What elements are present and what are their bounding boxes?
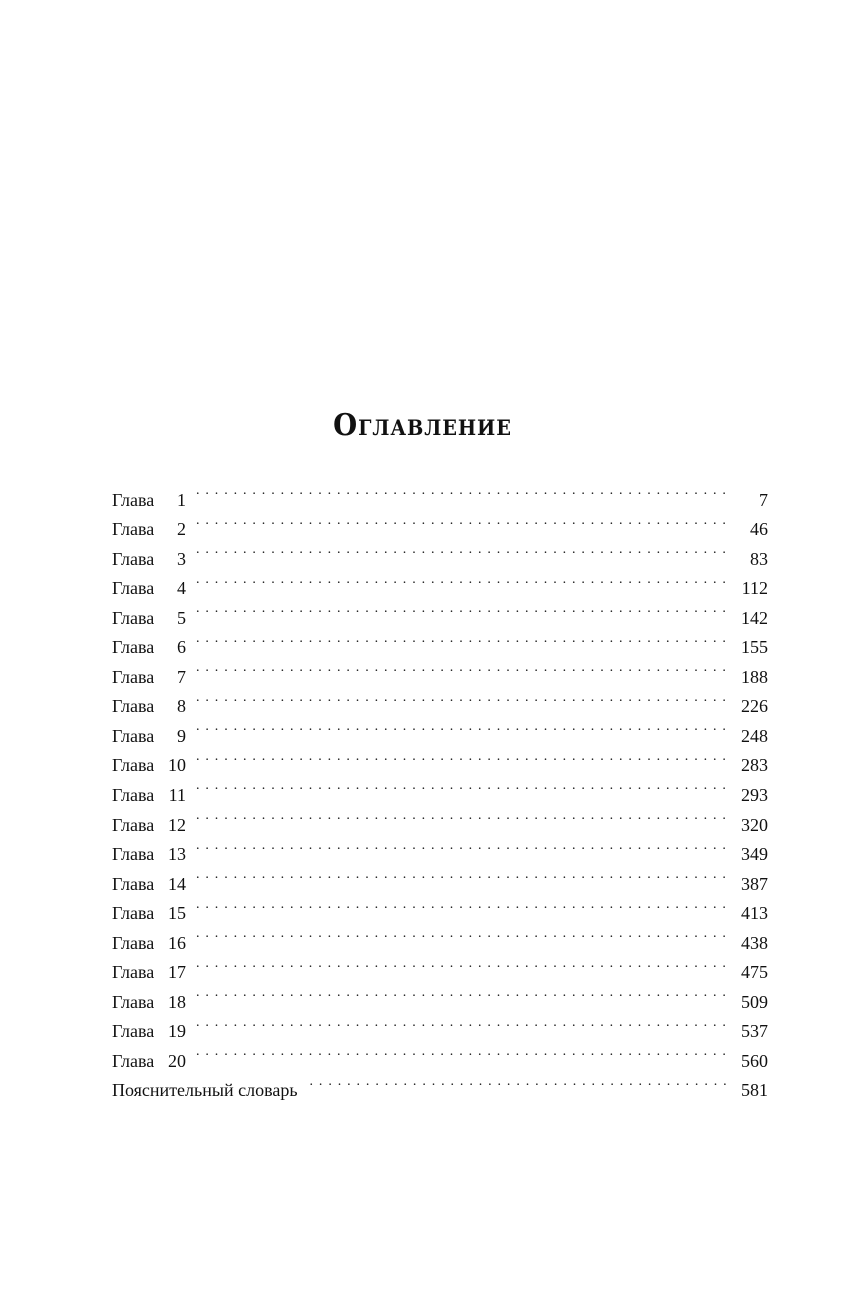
toc-entry-15[interactable] <box>112 890 768 924</box>
dot-leader <box>196 476 732 506</box>
toc-entry-12[interactable] <box>112 801 768 835</box>
page-number: 349 <box>732 840 768 870</box>
dot-leader <box>310 1067 732 1097</box>
dot-leader <box>196 712 732 742</box>
chapter-label: Глава <box>112 755 155 776</box>
dot-leader <box>196 949 732 979</box>
page-number: 320 <box>732 811 768 841</box>
chapter-label: Глава <box>112 666 155 687</box>
toc-entry-1[interactable] <box>112 476 768 510</box>
chapter-number: 7 <box>177 666 186 687</box>
chapter-number: 13 <box>168 844 186 865</box>
chapter-label: Глава <box>112 548 155 569</box>
dot-leader <box>196 683 732 713</box>
dot-leader <box>196 1008 732 1038</box>
dot-leader <box>196 506 732 536</box>
dot-leader <box>196 831 732 861</box>
chapter-number: 16 <box>168 932 186 953</box>
dot-leader <box>196 653 732 683</box>
chapter-number: 11 <box>168 785 186 806</box>
toc-entry-2[interactable] <box>112 506 768 540</box>
page-number: 475 <box>732 958 768 988</box>
chapter-label: Глава <box>112 873 155 894</box>
chapter-number: 10 <box>168 755 186 776</box>
toc-entry-18[interactable] <box>112 978 768 1012</box>
chapter-label: Глава <box>112 489 155 510</box>
page-number: 7 <box>732 486 768 516</box>
page-number: 537 <box>732 1017 768 1047</box>
dot-leader <box>196 565 732 595</box>
chapter-number: 14 <box>168 873 186 894</box>
page-number: 248 <box>732 722 768 752</box>
page-number: 413 <box>732 899 768 929</box>
toc-entry-10[interactable] <box>112 742 768 776</box>
chapter-label: Глава <box>112 1050 155 1071</box>
chapter-label: Глава <box>112 903 155 924</box>
toc-entry-17[interactable] <box>112 949 768 983</box>
page-number: 283 <box>732 751 768 781</box>
chapter-number: 15 <box>168 903 186 924</box>
chapter-label: Глава <box>112 696 155 717</box>
chapter-label: Глава <box>112 844 155 865</box>
page-number: 387 <box>732 870 768 900</box>
toc-entry-19[interactable] <box>112 1008 768 1042</box>
chapter-label: Глава <box>112 991 155 1012</box>
dot-leader <box>196 624 732 654</box>
dot-leader <box>196 1037 732 1067</box>
toc-entry-9[interactable] <box>112 712 768 746</box>
chapter-number: 5 <box>177 607 186 628</box>
chapter-label: Глава <box>112 785 155 806</box>
dot-leader <box>196 860 732 890</box>
chapter-number: 18 <box>168 991 186 1012</box>
page-number: 188 <box>732 663 768 693</box>
page-number: 155 <box>732 633 768 663</box>
chapter-number: 1 <box>177 489 186 510</box>
toc-entry-6[interactable] <box>112 624 768 658</box>
chapter-number: 9 <box>177 725 186 746</box>
chapter-number: 2 <box>177 519 186 540</box>
dot-leader <box>196 594 732 624</box>
dot-leader <box>196 978 732 1008</box>
toc-entry-16[interactable] <box>112 919 768 953</box>
toc-heading: Оглавление <box>333 408 512 443</box>
page-number: 83 <box>732 545 768 575</box>
glossary-label: Пояснительный словарь <box>112 1080 298 1101</box>
chapter-label: Глава <box>112 814 155 835</box>
page-number: 293 <box>732 781 768 811</box>
chapter-label: Глава <box>112 637 155 658</box>
chapter-number: 17 <box>168 962 186 983</box>
toc-entry-8[interactable] <box>112 683 768 717</box>
chapter-label: Глава <box>112 519 155 540</box>
chapter-label: Глава <box>112 725 155 746</box>
page-number: 560 <box>732 1047 768 1077</box>
chapter-number: 3 <box>177 548 186 569</box>
toc-entry-7[interactable] <box>112 653 768 687</box>
chapter-label: Глава <box>112 607 155 628</box>
toc-entry-20[interactable] <box>112 1037 768 1071</box>
page-number: 46 <box>732 515 768 545</box>
dot-leader <box>196 890 732 920</box>
chapter-number: 6 <box>177 637 186 658</box>
chapter-label: Глава <box>112 578 155 599</box>
page-number: 509 <box>732 988 768 1018</box>
toc-entry-11[interactable] <box>112 771 768 806</box>
page-number: 112 <box>732 574 768 604</box>
toc-entry-3[interactable] <box>112 535 768 569</box>
toc-entry-14[interactable] <box>112 860 768 894</box>
page-number: 581 <box>732 1076 768 1106</box>
dot-leader <box>196 742 732 772</box>
dot-leader <box>196 801 732 831</box>
chapter-number: 19 <box>168 1021 186 1042</box>
page-number: 438 <box>732 929 768 959</box>
toc-list <box>112 476 768 1101</box>
chapter-label: Глава <box>112 932 155 953</box>
chapter-number: 4 <box>177 578 186 599</box>
page-number: 142 <box>732 604 768 634</box>
toc-entry-glossary[interactable] <box>112 1067 768 1101</box>
chapter-number: 8 <box>177 696 186 717</box>
chapter-number: 20 <box>168 1050 186 1071</box>
page-number: 226 <box>732 692 768 722</box>
chapter-label: Глава <box>112 962 155 983</box>
toc-entry-13[interactable] <box>112 831 768 865</box>
dot-leader <box>196 535 732 565</box>
toc-entry-4[interactable] <box>112 565 768 599</box>
dot-leader <box>196 771 732 801</box>
dot-leader <box>196 919 732 949</box>
chapter-label: Глава <box>112 1021 155 1042</box>
chapter-number: 12 <box>168 814 186 835</box>
toc-entry-5[interactable] <box>112 594 768 628</box>
